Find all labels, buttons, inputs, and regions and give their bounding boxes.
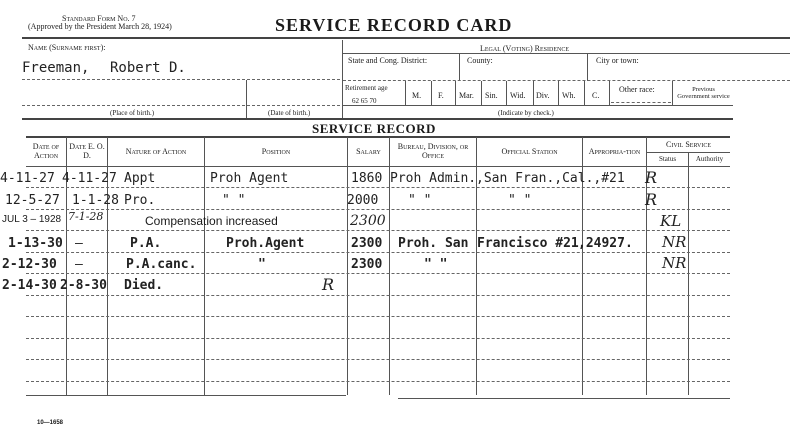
divider — [584, 81, 585, 105]
row1-salary: 1860 — [351, 171, 383, 186]
header-position: Position — [261, 146, 291, 156]
header-authority: Authority — [695, 154, 724, 163]
form-approval: (Approved by the President March 28, 1924) — [28, 22, 172, 31]
row6-date-of-action: 2-14-30 — [2, 278, 57, 293]
row4-status: NR — [662, 233, 687, 251]
divider — [22, 37, 790, 39]
row3-salary: 2300 — [350, 213, 386, 229]
row4-date-eod: — — [75, 236, 83, 251]
divider — [506, 81, 507, 105]
other-race-underline — [611, 102, 671, 103]
divider — [22, 118, 733, 120]
bottom-border — [26, 395, 346, 396]
form-number: Standard Form No. 7 — [62, 14, 136, 23]
row3-status: KL — [660, 212, 682, 230]
row-line — [26, 230, 730, 231]
divider — [609, 81, 610, 105]
row1-station: ,San Fran.,Cal.,#21 — [476, 171, 625, 186]
header-salary: Salary — [356, 146, 381, 156]
row4-position: Proh.Agent — [226, 236, 305, 251]
divider — [26, 166, 730, 167]
divider — [481, 81, 482, 105]
row-line — [26, 209, 730, 210]
checkbox-colored[interactable]: C. — [592, 91, 600, 100]
checkbox-married[interactable]: Mar. — [459, 91, 474, 100]
divider — [405, 81, 406, 105]
retirement-label: Retirement age — [345, 84, 388, 92]
row-line — [26, 273, 730, 274]
service-record-title: SERVICE RECORD — [312, 121, 436, 136]
retirement-ages: 62 65 70 — [352, 97, 377, 105]
row4-nature: P.A. — [130, 236, 162, 251]
divider — [343, 80, 790, 81]
row3-nature: Compensation increased — [145, 214, 278, 228]
row-line — [26, 187, 730, 188]
row2-station: " " — [508, 193, 532, 208]
footer-code: 10—1658 — [37, 420, 64, 426]
birth-divider — [246, 80, 247, 118]
header-date-eod: Date E. O. D. — [69, 142, 105, 160]
page-title: SERVICE RECORD CARD — [275, 15, 513, 35]
row-line — [26, 295, 730, 296]
row1-nature: Appt — [124, 171, 156, 186]
row1-position: Proh Agent — [210, 171, 289, 186]
header-appropriation: Appropria-tion — [588, 146, 641, 156]
row5-date-eod: — — [75, 257, 83, 272]
row1-bureau: Proh Admin. — [390, 171, 477, 186]
row3-date-eod: 7-1-28 — [68, 210, 104, 223]
checkbox-male[interactable]: M. — [412, 91, 422, 100]
row5-status: NR — [662, 254, 687, 272]
row5-salary: 2300 — [351, 257, 383, 272]
residence-header: Legal (Voting) Residence — [480, 44, 569, 53]
county-label: County: — [467, 56, 493, 65]
row2-position: " " — [222, 193, 246, 208]
row5-bureau: " " — [424, 257, 448, 272]
divider — [672, 81, 673, 105]
checkbox-female[interactable]: F. — [438, 91, 444, 100]
row-line — [26, 381, 730, 382]
header-civil-service: Civil Service — [666, 139, 711, 149]
divider — [587, 53, 588, 81]
given-name-value: Robert D. — [110, 60, 186, 76]
row4-salary: 2300 — [351, 236, 383, 251]
checkbox-divorced[interactable]: Div. — [536, 91, 550, 100]
name-label: Name (Surname first): — [28, 43, 106, 52]
checkbox-widowed[interactable]: Wid. — [510, 91, 526, 100]
row5-date-of-action: 2-12-30 — [2, 257, 57, 272]
row4-bureau: Proh. San — [398, 236, 469, 251]
state-label: State and Cong. District: — [348, 56, 428, 65]
row2-status: R — [645, 190, 658, 209]
row6-nature: Died. — [124, 278, 164, 293]
divider — [533, 81, 534, 105]
row-line — [26, 359, 730, 360]
header-nature-of-action: Nature of Action — [125, 146, 187, 156]
divider — [459, 53, 460, 81]
row2-date-of-action: 12-5-27 — [5, 193, 60, 208]
divider — [343, 53, 790, 54]
row1-status: R — [645, 168, 658, 187]
row3-date-of-action-stamp: JUL 3 – 1928 — [2, 214, 62, 225]
divider — [343, 105, 733, 106]
divider — [431, 81, 432, 105]
bottom-border — [398, 398, 730, 399]
divider — [558, 81, 559, 105]
row1-date-eod: 4-11-27 — [62, 171, 117, 186]
date-of-birth-label: (Date of birth.) — [268, 109, 311, 117]
indicate-note: (Indicate by check.) — [498, 109, 554, 117]
checkbox-white[interactable]: Wh. — [562, 91, 576, 100]
header-status: Status — [658, 154, 677, 163]
other-race-label: Other race: — [619, 85, 655, 94]
column-divider — [204, 137, 205, 395]
city-label: City or town: — [596, 56, 639, 65]
row6-position-mark: R — [322, 275, 335, 294]
row5-position: " — [258, 257, 266, 272]
row6-date-eod: 2-8-30 — [60, 278, 107, 293]
row-line — [26, 316, 730, 317]
row-line — [26, 338, 730, 339]
checkbox-single[interactable]: Sin. — [485, 91, 498, 100]
header-date-of-action: Date of Action — [32, 142, 60, 160]
place-of-birth-label: (Place of birth.) — [110, 109, 155, 117]
header-official-station: Official Station — [501, 146, 558, 156]
row5-nature: P.A.canc. — [126, 257, 197, 272]
row1-date-of-action: 4-11-27 — [0, 171, 55, 186]
column-divider — [347, 137, 348, 395]
row-line — [26, 252, 730, 253]
header-bureau: Bureau, Division, or Office — [397, 142, 469, 160]
divider — [455, 81, 456, 105]
row4-date-of-action: 1-13-30 — [8, 236, 63, 251]
surname-value: Freeman, — [22, 60, 90, 76]
row4-appropriation: ,24927. — [578, 236, 633, 251]
row2-date-eod: 1-1-28 — [72, 193, 119, 208]
row2-bureau: " " — [408, 193, 432, 208]
row2-salary: 2000 — [347, 193, 379, 208]
row2-nature: Pro. — [124, 193, 156, 208]
row4-station: Francisco #21 — [477, 236, 579, 251]
birth-underline — [22, 105, 340, 106]
previous-service-label: Previous Government service — [677, 86, 730, 100]
name-underline — [22, 79, 340, 80]
